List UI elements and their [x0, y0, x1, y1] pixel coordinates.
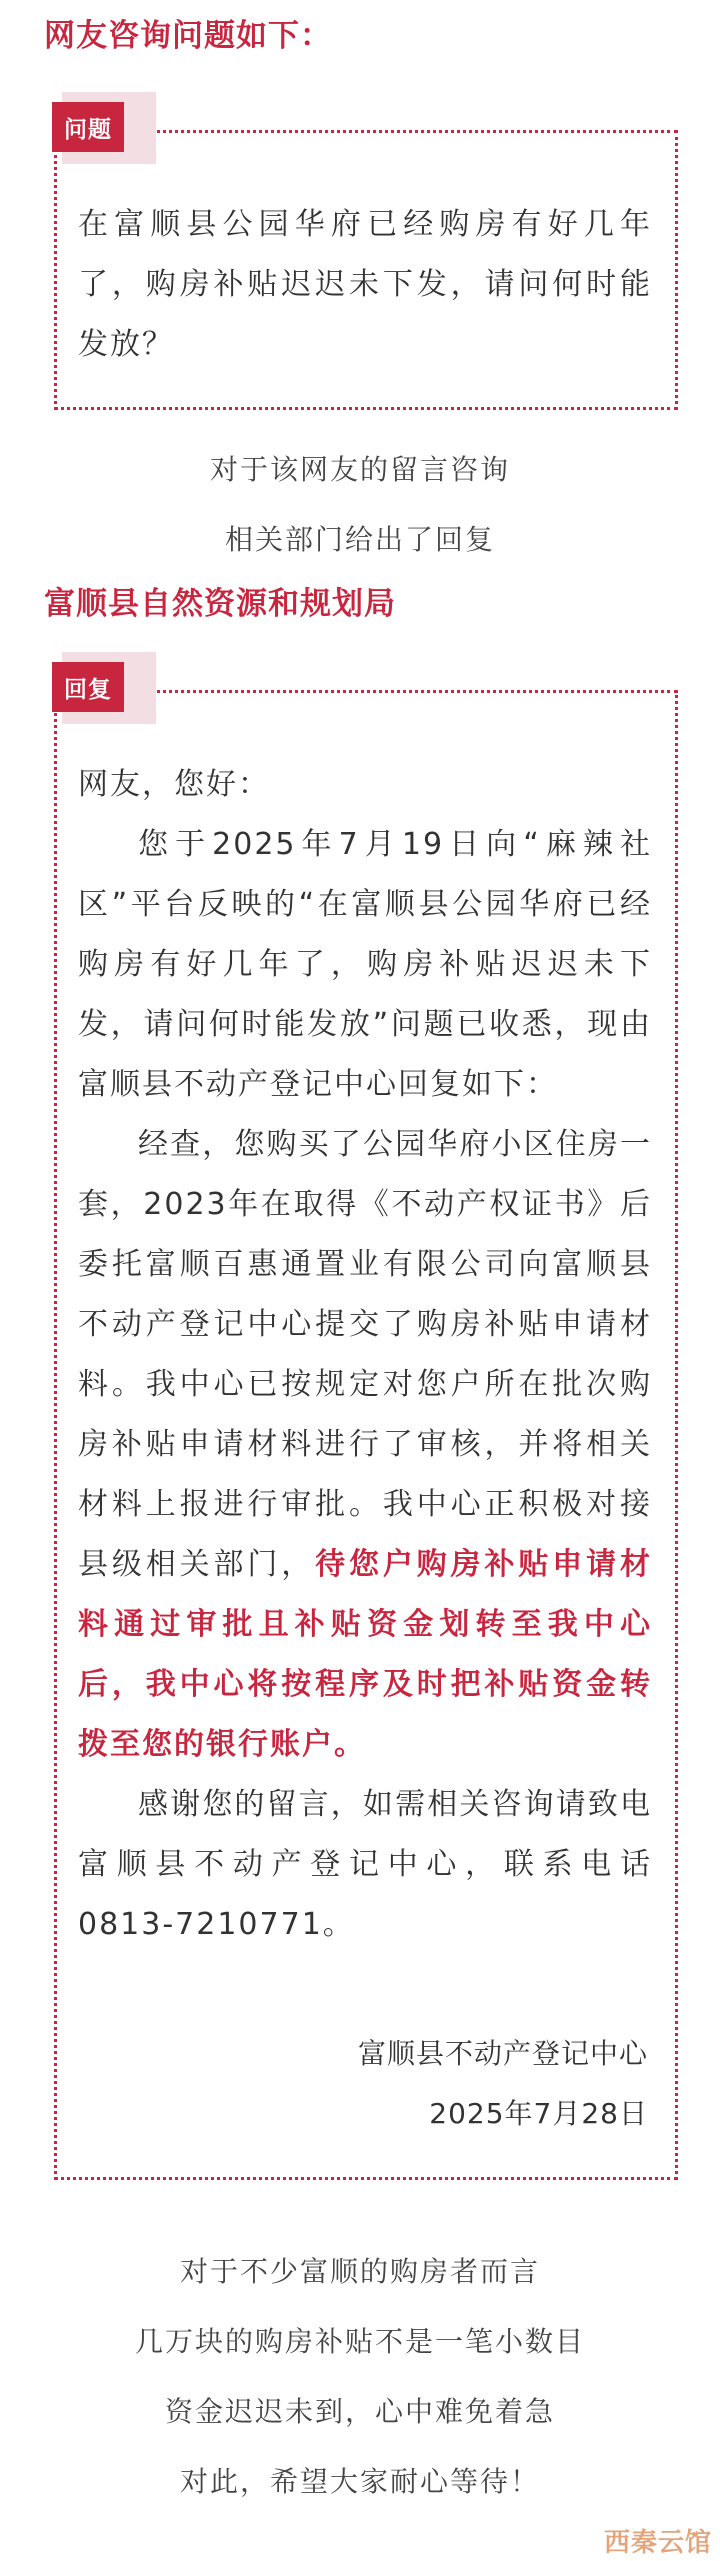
question-text: 在富顺县公园华府已经购房有好几年了，购房补贴迟迟未下发，请问何时能发放？ — [78, 207, 652, 362]
reply-date: 2025年7月28日 — [429, 2097, 648, 2130]
closing-line-4: 对此，希望大家耐心等待！ — [179, 2465, 540, 2498]
reply-paragraph-2-highlight: 待您户购房补贴申请材料通过审批且补贴资金划转至我中心后，我中心将按程序及时把补贴资金转拨至您的银行账户。 — [78, 1547, 652, 1762]
closing-line-1: 对于不少富顺的购房者而言 — [179, 2255, 540, 2288]
closing-line-2: 几万块的购房补贴不是一笔小数目 — [134, 2325, 585, 2358]
reply-paragraph-2 — [78, 1115, 652, 1775]
question-tag: 问题 — [52, 102, 124, 152]
reply-greeting: 网友，您好： — [78, 767, 270, 802]
watermark-logo: 西秦云馆 — [603, 2528, 712, 2558]
section-heading-reply: 富顺县自然资源和规划局 — [44, 586, 396, 622]
closing-line-3: 资金迟迟未到，心中难免着急 — [164, 2395, 555, 2428]
reply-tag: 回复 — [52, 662, 124, 712]
reply-signature: 富顺县不动产登记中心 — [357, 2037, 648, 2070]
section-heading-question: 网友咨询问题如下： — [44, 18, 332, 54]
reply-paragraph-3: 感谢您的留言，如需相关咨询请致电富顺县不动产登记中心，联系电话0813-7210771。 — [78, 1787, 652, 1942]
intro-line-1: 对于该网友的留言咨询 — [209, 453, 510, 486]
reply-paragraph-1: 您于2025年7月19日向“麻辣社区”平台反映的“在富顺县公园华府已经购房有好几年了，购房补贴迟迟未下发，请问何时能发放”问题已收悉，现由富顺县不动产登记中心回复如下： — [78, 827, 652, 1102]
reply-paragraph-2-normal: 经查，您购买了公园华府小区住房一套，2023年在取得《不动产权证书》后委托富顺百惠通置业有限公司向富顺县不动产登记中心提交了购房补贴申请材料。我中心已按规定对您户所在批次购房补贴申请材料进行了审核，并将相关材料上报进行审批。我中心正积极对接县级相关部门， — [78, 1127, 652, 1582]
intro-line-2: 相关部门给出了回复 — [224, 523, 495, 556]
